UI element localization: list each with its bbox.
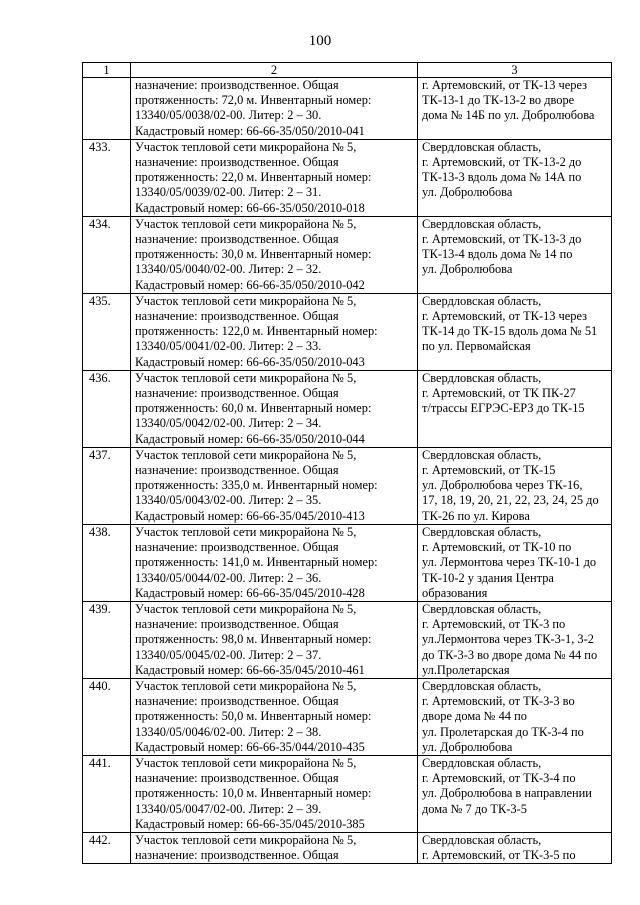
row-number: 433. [83,139,131,216]
table-row [83,524,612,601]
address-line: г. Артемовский, от ТК-3 по [422,617,566,632]
description-line: Участок тепловой сети микрорайона № 5, [135,447,357,462]
description-line: 13340/05/0043/02-00. Литер: 2 – 35. [135,493,322,508]
table-row [83,601,612,678]
address-line: ул. Пролетарская до ТК-3-4 по [422,724,584,739]
description-line: Кадастровый номер: 66-66-35/050/2010-043 [135,354,365,369]
address-line: 17, 18, 19, 20, 21, 22, 23, 24, 25 до [422,493,599,508]
description-line: Участок тепловой сети микрорайона № 5, [135,755,357,770]
description-line: 13340/05/0044/02-00. Литер: 2 – 36. [135,570,322,585]
description-line: назначение: производственное. Общая [135,463,339,478]
address-line: ТК-10-2 у здания Центра [422,570,554,585]
row-number: 437. [83,447,131,524]
description-line: назначение: производственное. Общая [135,155,339,170]
address-line: ул. Добролюбова в направлении [422,786,592,801]
description-line: протяженность: 10,0 м. Инвентарный номер: [135,786,372,801]
table-row [83,447,612,524]
object-address [418,832,612,863]
address-line: ул. Добролюбова [422,262,513,277]
description-line: назначение: производственное. Общая [135,78,339,92]
description-line: назначение: производственное. Общая [135,694,339,709]
object-description [131,216,418,293]
description-line: протяженность: 141,0 м. Инвентарный номер: [135,555,378,570]
description-line: протяженность: 98,0 м. Инвентарный номер: [135,632,372,647]
row-number: 436. [83,370,131,447]
object-description [131,832,418,863]
address-line: ТК-13-1 до ТК-13-2 во дворе [422,93,575,108]
table-row [83,216,612,293]
page-number: 100 [308,33,332,49]
address-line: дома № 7 до ТК-3-5 [422,801,527,816]
object-description [131,370,418,447]
description-line: 13340/05/0039/02-00. Литер: 2 – 31. [135,185,322,200]
address-line: ул. Добролюбова через ТК-16, [422,478,583,493]
object-description [131,78,418,140]
address-line: Свердловская область, [422,447,542,462]
row-number: 441. [83,755,131,832]
object-description [131,293,418,370]
table-row [83,293,612,370]
address-line: г. Артемовский, от ТК-13 через [422,78,588,92]
address-line: ТК-14 до ТК-15 вдоль дома № 51 [422,324,598,339]
object-address [418,78,612,140]
description-line: Кадастровый номер: 66-66-35/045/2010-413 [135,508,365,523]
address-line: ТК-13-3 вдоль дома № 14А по [422,170,582,185]
row-number: 434. [83,216,131,293]
address-line: ул.Пролетарская [422,662,510,677]
address-line: Свердловская область, [422,370,542,385]
address-line: ТК-26 по ул. Кирова [422,508,530,523]
row-number: 442. [83,832,131,863]
address-line: г. Артемовский, от ТК-3-3 во [422,694,575,709]
address-line: г. Артемовский, от ТК-13 через [422,309,588,324]
description-line: 13340/05/0042/02-00. Литер: 2 – 34. [135,416,322,431]
table-row [83,370,612,447]
description-line: 13340/05/0045/02-00. Литер: 2 – 37. [135,647,322,662]
table-row [83,678,612,755]
description-line: Кадастровый номер: 66-66-35/045/2010-428 [135,585,365,600]
address-line: ул. Добролюбова [422,739,513,754]
description-line: Кадастровый номер: 66-66-35/045/2010-385 [135,816,365,831]
column-header-2: 2 [131,63,418,78]
table-row [83,139,612,216]
description-line: протяженность: 30,0 м. Инвентарный номер: [135,247,372,262]
object-address [418,524,612,601]
address-line: г. Артемовский, от ТК-15 [422,463,556,478]
object-description [131,447,418,524]
property-table [82,62,612,864]
description-line: Участок тепловой сети микрорайона № 5, [135,216,357,231]
table-row [83,755,612,832]
description-line: назначение: производственное. Общая [135,617,339,632]
object-address [418,139,612,216]
description-line: назначение: производственное. Общая [135,309,339,324]
description-line: 13340/05/0038/02-00. Литер: 2 – 30. [135,108,322,123]
table-row [83,832,612,863]
object-description [131,524,418,601]
address-line: Свердловская область, [422,139,542,154]
description-line: Участок тепловой сети микрорайона № 5, [135,370,357,385]
address-line: Свердловская область, [422,678,542,693]
description-line: назначение: производственное. Общая [135,540,339,555]
object-address [418,678,612,755]
address-line: ул.Лермонтова через ТК-3-1, 3-2 [422,632,594,647]
row-number: 435. [83,293,131,370]
address-line: т/трассы ЕГРЭС-ЕРЗ до ТК-15 [422,401,585,416]
row-number: 440. [83,678,131,755]
table-row [83,78,612,140]
description-line: Участок тепловой сети микрорайона № 5, [135,293,357,308]
description-line: 13340/05/0041/02-00. Литер: 2 – 33. [135,339,322,354]
address-line: Свердловская область, [422,524,542,539]
description-line: Участок тепловой сети микрорайона № 5, [135,832,357,847]
description-line: Кадастровый номер: 66-66-35/050/2010-042 [135,277,365,292]
address-line: ТК-13-4 вдоль дома № 14 по [422,247,573,262]
address-line: дома № 14Б по ул. Добролюбова [422,108,595,123]
object-address [418,601,612,678]
description-line: Кадастровый номер: 66-66-35/050/2010-044 [135,431,365,446]
description-line: протяженность: 60,0 м. Инвентарный номер: [135,401,372,416]
description-line: Участок тепловой сети микрорайона № 5, [135,524,357,539]
description-line: 13340/05/0046/02-00. Литер: 2 – 38. [135,724,322,739]
row-number [83,78,131,140]
address-line: г. Артемовский, от ТК-13-2 до [422,155,582,170]
address-line: Свердловская область, [422,293,542,308]
address-line: ул. Добролюбова [422,185,513,200]
description-line: протяженность: 335,0 м. Инвентарный номер: [135,478,378,493]
description-line: Кадастровый номер: 66-66-35/050/2010-041 [135,123,365,138]
address-line: г. Артемовский, от ТК-3-4 по [422,771,576,786]
description-line: назначение: производственное. Общая [135,386,339,401]
address-line: по ул. Первомайская [422,339,531,354]
address-line: Свердловская область, [422,601,542,616]
description-line: протяженность: 122,0 м. Инвентарный номер: [135,324,378,339]
address-line: Свердловская область, [422,755,542,770]
object-description [131,601,418,678]
address-line: г. Артемовский, от ТК-13-3 до [422,232,582,247]
column-header-3: 3 [418,63,612,78]
description-line: Кадастровый номер: 66-66-35/044/2010-435 [135,739,365,754]
address-line: г. Артемовский, от ТК ПК-27 [422,386,576,401]
object-address [418,216,612,293]
address-line: ул. Лермонтова через ТК-10-1 до [422,555,597,570]
object-description [131,678,418,755]
table-body [83,78,612,864]
header-row [83,63,612,78]
object-address [418,370,612,447]
address-line: Свердловская область, [422,832,542,847]
description-line: Участок тепловой сети микрорайона № 5, [135,678,357,693]
description-line: протяженность: 22,0 м. Инвентарный номер: [135,170,372,185]
address-line: дворе дома № 44 по [422,709,527,724]
column-header-1: 1 [83,63,131,78]
object-description [131,139,418,216]
object-address [418,755,612,832]
address-line: образования [422,585,488,600]
object-address [418,293,612,370]
address-line: г. Артемовский, от ТК-10 по [422,540,572,555]
address-line: Свердловская область, [422,216,542,231]
address-line: до ТК-3-3 во дворе дома № 44 по [422,647,598,662]
row-number: 439. [83,601,131,678]
description-line: назначение: производственное. Общая [135,848,339,863]
description-line: 13340/05/0040/02-00. Литер: 2 – 32. [135,262,322,277]
description-line: Кадастровый номер: 66-66-35/050/2010-018 [135,200,365,215]
address-line: г. Артемовский, от ТК-3-5 по [422,848,576,863]
description-line: 13340/05/0047/02-00. Литер: 2 – 39. [135,801,322,816]
description-line: Кадастровый номер: 66-66-35/045/2010-461 [135,662,365,677]
description-line: назначение: производственное. Общая [135,232,339,247]
object-description [131,755,418,832]
row-number: 438. [83,524,131,601]
description-line: протяженность: 50,0 м. Инвентарный номер: [135,709,372,724]
description-line: Участок тепловой сети микрорайона № 5, [135,601,357,616]
description-line: назначение: производственное. Общая [135,771,339,786]
object-address [418,447,612,524]
description-line: протяженность: 72,0 м. Инвентарный номер: [135,93,372,108]
description-line: Участок тепловой сети микрорайона № 5, [135,139,357,154]
